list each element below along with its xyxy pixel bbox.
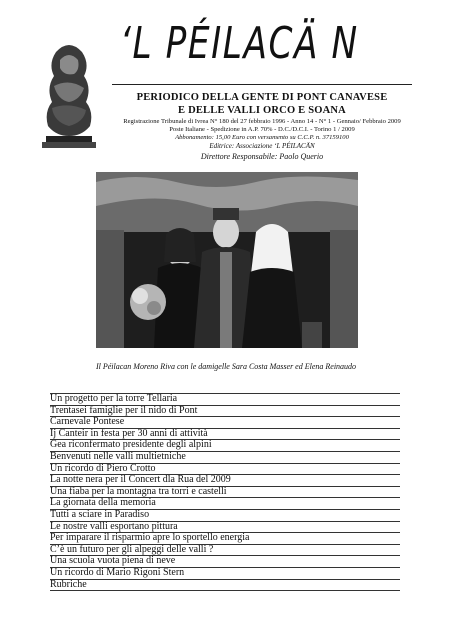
- toc-item[interactable]: La notte nera per il Concert dla Rua del 2009: [50, 475, 400, 487]
- toc-item[interactable]: C’è un futuro per gli alpeggi delle valli ?: [50, 545, 400, 557]
- subscription-info: Abbonamento: 15,00 Euro con versamento su C.C.P. n. 37159100: [175, 134, 349, 141]
- subtitle-line-2: E DELLE VALLI ORCO E SOANA: [178, 105, 346, 116]
- newspaper-masthead-title: ‘L PÉILACÄ N: [120, 18, 359, 69]
- table-of-contents: [50, 393, 400, 591]
- cover-photo: [96, 172, 358, 348]
- subtitle-line-1: PERIODICO DELLA GENTE DI PONT CANAVESE: [136, 92, 388, 103]
- toc-item[interactable]: Un ricordo di Mario Rigoni Stern: [50, 568, 400, 580]
- toc-item[interactable]: Per imparare il risparmio apre lo sportello energia: [50, 533, 400, 545]
- publisher-info: Editrice: Associazione ‘L PÉILACÄN: [209, 142, 315, 150]
- photo-caption: Il Péilacan Moreno Riva con le damigelle Sara Costa Masser ed Elena Reinaudo: [95, 362, 357, 371]
- toc-item[interactable]: Benvenuti nelle valli multietniche: [50, 452, 400, 464]
- toc-item[interactable]: Un progetto per la torre Tellaria: [50, 393, 400, 406]
- director-info: Direttore Responsabile: Paolo Querio: [200, 152, 324, 161]
- toc-item[interactable]: Rubriche: [50, 580, 400, 592]
- registration-line-1: Registrazione Tribunale di Ivrea N° 180 del 27 febbraio 1996 - Anno 14 - N° 1 - Gennaio/ Febbraio 2009: [123, 118, 401, 125]
- toc-item[interactable]: Trentasei famiglie per il nido di Pont: [50, 406, 400, 418]
- registration-line-2: Poste Italiane - Spedizione in A.P. 70% - D.C./D.C.I. - Torino 1 / 2009: [169, 126, 355, 133]
- toc-item[interactable]: La giornata della memoria: [50, 498, 400, 510]
- cover-photo-illustration: [96, 172, 358, 348]
- toc-item[interactable]: Gea riconfermato presidente degli alpini: [50, 440, 400, 452]
- toc-item[interactable]: Una scuola vuota piena di neve: [50, 556, 400, 568]
- toc-item[interactable]: Una fiaba per la montagna tra torri e castelli: [50, 487, 400, 499]
- toc-item[interactable]: Un ricordo di Piero Crotto: [50, 464, 400, 476]
- masthead-divider: [112, 84, 412, 85]
- toc-item[interactable]: Le nostre valli esportano pittura: [50, 522, 400, 534]
- toc-item[interactable]: Tutti a sciare in Paradiso: [50, 510, 400, 522]
- toc-item[interactable]: Carnevale Pontese: [50, 417, 400, 429]
- statue-logo-image: [34, 40, 104, 150]
- toc-item[interactable]: Ij Canteir in festa per 30 anni di attività: [50, 429, 400, 441]
